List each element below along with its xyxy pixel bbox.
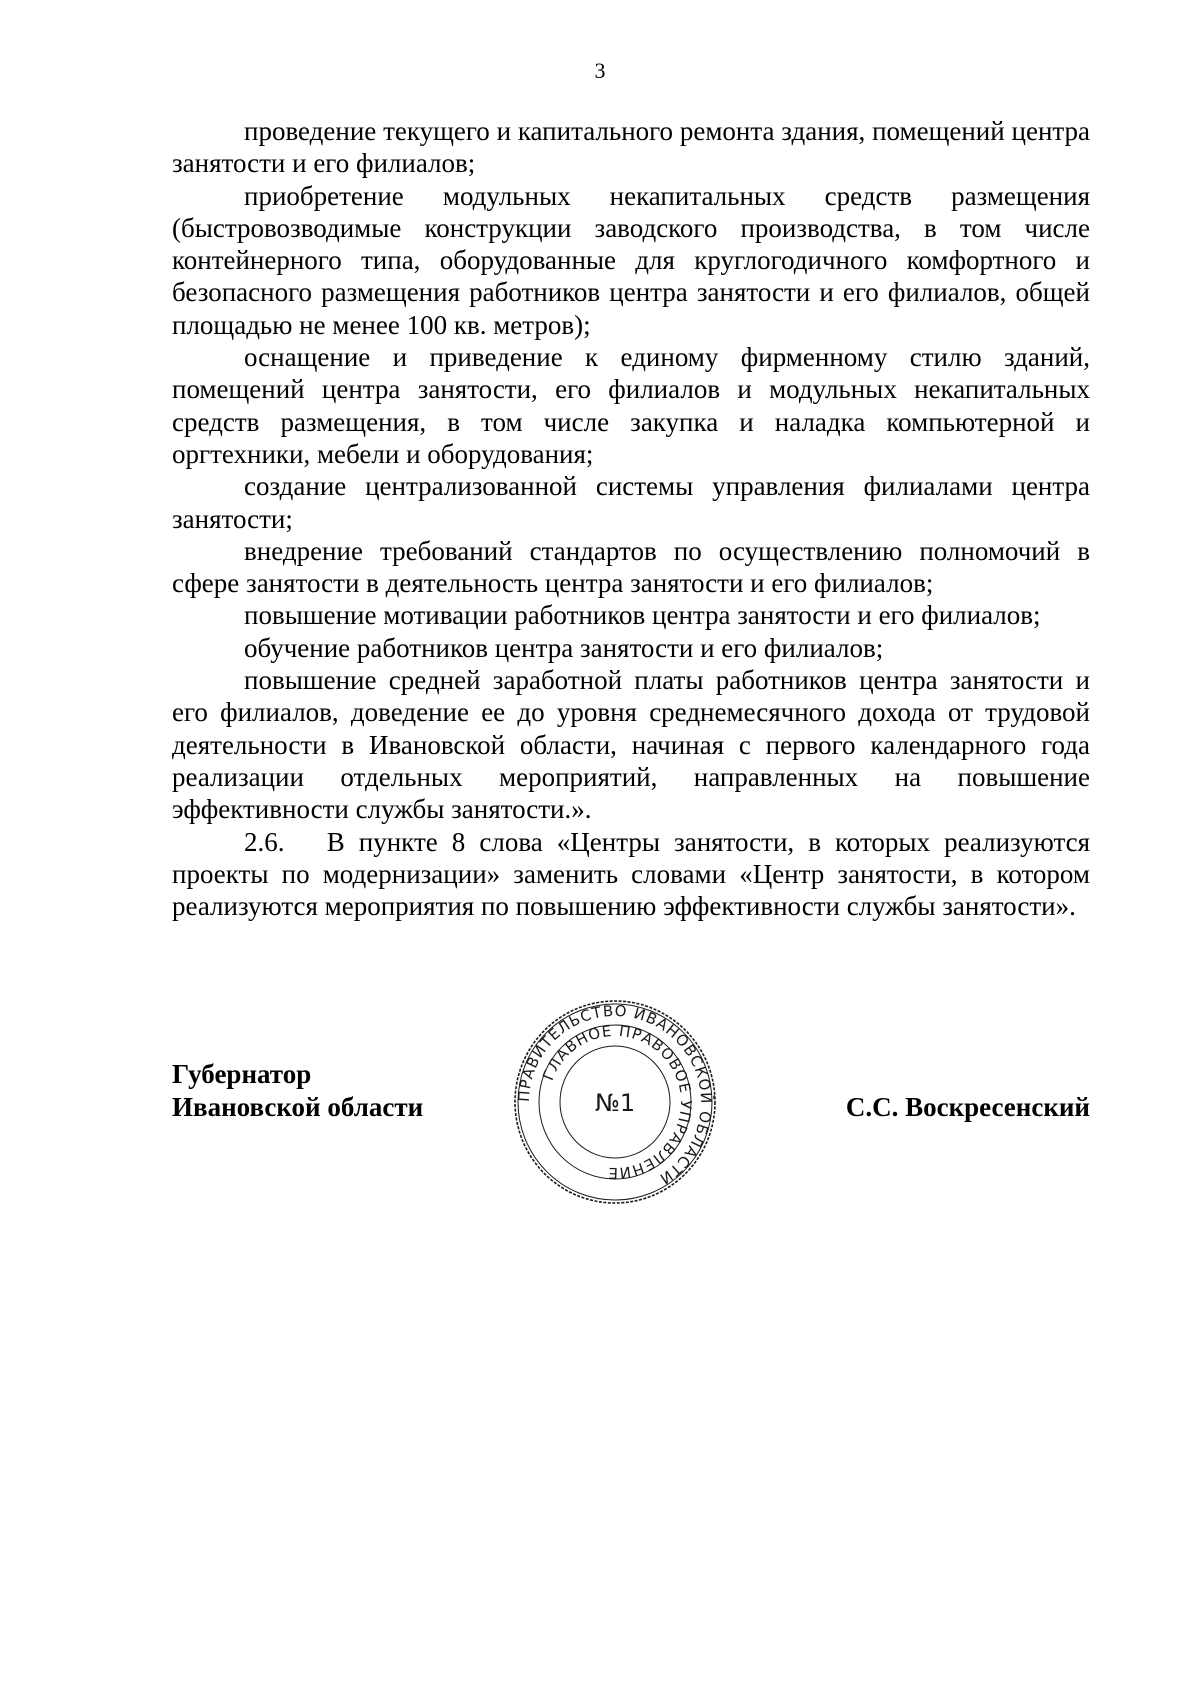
official-seal: [510, 997, 720, 1207]
signer-title-line1: Губернатор: [172, 1059, 312, 1089]
signer-title-line2: Ивановской области: [172, 1092, 424, 1122]
signer-title: [172, 1058, 423, 1124]
paragraph: оснащение и приведение к единому фирменному стилю зданий, помещений центра занятости, его филиалов и модульных некапитальных средств размещения, в том числе закупка и наладка компьютерной и оргтехники, мебели и оборудования;: [172, 342, 1090, 469]
document-body: [172, 115, 1090, 922]
seal-outer-text: ПРАВИТЕЛЬСТВО ИВАНОВСКОЙ ОБЛАСТИ: [514, 1001, 716, 1189]
signer-name: С.С. Воскресенский: [845, 1092, 1090, 1122]
paragraph: создание централизованной системы управления филиалами центра занятости;: [172, 471, 1090, 534]
paragraph: повышение средней заработной платы работников центра занятости и его филиалов, доведение ее до уровня среднемесячного дохода от трудовой деятельности в Ивановской области, начиная с первого календарного года реализации отдельных мероприятий, направленных на повышение эффективности службы занятости.».: [172, 665, 1090, 825]
seal-icon: [510, 997, 720, 1207]
paragraph: внедрение требований стандартов по осуществлению полномочий в сфере занятости в деятельность центра занятости и его филиалов;: [172, 535, 1090, 599]
seal-inner-text: ГЛАВНОЕ ПРАВОВОЕ УПРАВЛЕНИЕ: [539, 1021, 696, 1183]
paragraph: обучение работников центра занятости и его филиалов;: [244, 632, 884, 663]
paragraph-amendment: 2.6. В пункте 8 слова «Центры занятости, в которых реализуются проекты по модернизации» заменить словами «Центр занятости, в котором реализуются мероприятия по повышению эффективности службы занятости».: [172, 826, 1090, 922]
seal-number: №1: [594, 1089, 636, 1117]
page-number: 3: [594, 58, 606, 83]
paragraph: приобретение модульных некапитальных средств размещения (быстровозводимые конструкции заводского производства, в том числе контейнерного типа, оборудованные для круглогодичного комфортного и безопасного размещения работников центра занятости и его филиалов, общей площадью не менее 100 кв. метров);: [172, 180, 1090, 340]
paragraph: повышение мотивации работников центра занятости и его филиалов;: [244, 600, 1041, 631]
paragraph: проведение текущего и капитального ремонта здания, помещений центра занятости и его филиалов;: [172, 116, 1090, 179]
